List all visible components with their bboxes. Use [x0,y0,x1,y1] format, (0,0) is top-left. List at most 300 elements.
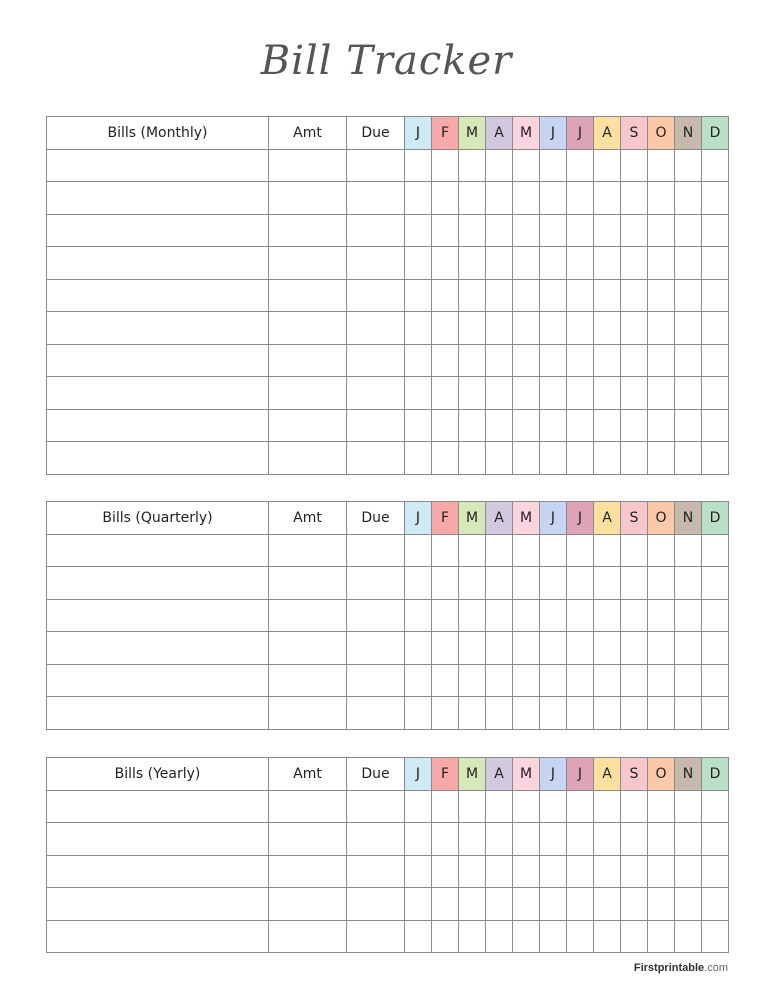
amount-cell[interactable] [269,312,347,345]
month-check-cell[interactable] [513,920,540,953]
month-check-cell[interactable] [513,823,540,856]
amount-cell[interactable] [269,855,347,888]
bill-name-cell[interactable] [47,534,269,567]
month-check-cell[interactable] [621,409,648,442]
month-check-cell[interactable] [567,664,594,697]
month-check-cell[interactable] [540,214,567,247]
amount-cell[interactable] [269,823,347,856]
month-check-cell[interactable] [432,534,459,567]
month-check-cell[interactable] [432,149,459,182]
month-check-cell[interactable] [648,442,675,475]
month-check-cell[interactable] [594,279,621,312]
due-cell[interactable] [347,377,405,410]
month-check-cell[interactable] [486,214,513,247]
amount-cell[interactable] [269,214,347,247]
month-check-cell[interactable] [513,182,540,215]
month-check-cell[interactable] [513,567,540,600]
month-check-cell[interactable] [540,344,567,377]
month-check-cell[interactable] [432,279,459,312]
month-check-cell[interactable] [432,632,459,665]
month-check-cell[interactable] [621,567,648,600]
month-check-cell[interactable] [405,247,432,280]
month-check-cell[interactable] [675,920,702,953]
month-check-cell[interactable] [567,567,594,600]
bill-name-cell[interactable] [47,823,269,856]
month-check-cell[interactable] [567,855,594,888]
month-check-cell[interactable] [486,823,513,856]
month-check-cell[interactable] [459,409,486,442]
month-check-cell[interactable] [405,888,432,921]
month-check-cell[interactable] [648,534,675,567]
month-check-cell[interactable] [405,534,432,567]
month-check-cell[interactable] [459,632,486,665]
month-check-cell[interactable] [459,182,486,215]
month-check-cell[interactable] [567,442,594,475]
month-check-cell[interactable] [486,599,513,632]
month-check-cell[interactable] [432,790,459,823]
month-check-cell[interactable] [513,312,540,345]
month-check-cell[interactable] [540,534,567,567]
month-check-cell[interactable] [459,377,486,410]
month-check-cell[interactable] [594,214,621,247]
month-check-cell[interactable] [513,790,540,823]
month-check-cell[interactable] [675,149,702,182]
month-check-cell[interactable] [567,823,594,856]
month-check-cell[interactable] [513,214,540,247]
month-check-cell[interactable] [459,442,486,475]
month-check-cell[interactable] [621,823,648,856]
month-check-cell[interactable] [702,599,729,632]
month-check-cell[interactable] [567,182,594,215]
month-check-cell[interactable] [540,664,567,697]
month-check-cell[interactable] [405,567,432,600]
month-check-cell[interactable] [621,214,648,247]
month-check-cell[interactable] [486,567,513,600]
month-check-cell[interactable] [594,377,621,410]
month-check-cell[interactable] [621,599,648,632]
month-check-cell[interactable] [648,697,675,730]
month-check-cell[interactable] [702,377,729,410]
month-check-cell[interactable] [405,823,432,856]
month-check-cell[interactable] [648,567,675,600]
bill-name-cell[interactable] [47,664,269,697]
month-check-cell[interactable] [648,279,675,312]
month-check-cell[interactable] [621,920,648,953]
month-check-cell[interactable] [567,377,594,410]
month-check-cell[interactable] [621,182,648,215]
month-check-cell[interactable] [432,377,459,410]
month-check-cell[interactable] [513,442,540,475]
month-check-cell[interactable] [540,182,567,215]
month-check-cell[interactable] [702,888,729,921]
month-check-cell[interactable] [675,247,702,280]
month-check-cell[interactable] [405,632,432,665]
due-cell[interactable] [347,855,405,888]
month-check-cell[interactable] [567,149,594,182]
month-check-cell[interactable] [540,567,567,600]
month-check-cell[interactable] [486,697,513,730]
month-check-cell[interactable] [432,214,459,247]
bill-name-cell[interactable] [47,377,269,410]
due-cell[interactable] [347,888,405,921]
month-check-cell[interactable] [432,920,459,953]
month-check-cell[interactable] [486,442,513,475]
month-check-cell[interactable] [702,182,729,215]
month-check-cell[interactable] [702,312,729,345]
month-check-cell[interactable] [513,855,540,888]
month-check-cell[interactable] [675,664,702,697]
month-check-cell[interactable] [513,697,540,730]
month-check-cell[interactable] [594,442,621,475]
month-check-cell[interactable] [405,149,432,182]
month-check-cell[interactable] [459,823,486,856]
month-check-cell[interactable] [702,214,729,247]
month-check-cell[interactable] [567,312,594,345]
bill-name-cell[interactable] [47,855,269,888]
month-check-cell[interactable] [621,534,648,567]
due-cell[interactable] [347,790,405,823]
month-check-cell[interactable] [702,823,729,856]
month-check-cell[interactable] [513,632,540,665]
bill-name-cell[interactable] [47,790,269,823]
month-check-cell[interactable] [594,182,621,215]
month-check-cell[interactable] [621,344,648,377]
month-check-cell[interactable] [486,534,513,567]
month-check-cell[interactable] [648,888,675,921]
month-check-cell[interactable] [648,214,675,247]
month-check-cell[interactable] [675,344,702,377]
month-check-cell[interactable] [540,855,567,888]
month-check-cell[interactable] [486,344,513,377]
month-check-cell[interactable] [675,534,702,567]
month-check-cell[interactable] [648,182,675,215]
month-check-cell[interactable] [486,182,513,215]
due-cell[interactable] [347,247,405,280]
amount-cell[interactable] [269,632,347,665]
month-check-cell[interactable] [405,214,432,247]
month-check-cell[interactable] [567,599,594,632]
month-check-cell[interactable] [540,697,567,730]
month-check-cell[interactable] [702,855,729,888]
amount-cell[interactable] [269,888,347,921]
month-check-cell[interactable] [405,442,432,475]
month-check-cell[interactable] [459,247,486,280]
month-check-cell[interactable] [459,279,486,312]
due-cell[interactable] [347,599,405,632]
month-check-cell[interactable] [702,442,729,475]
due-cell[interactable] [347,149,405,182]
month-check-cell[interactable] [540,377,567,410]
month-check-cell[interactable] [567,888,594,921]
month-check-cell[interactable] [594,567,621,600]
month-check-cell[interactable] [486,409,513,442]
month-check-cell[interactable] [675,599,702,632]
amount-cell[interactable] [269,920,347,953]
amount-cell[interactable] [269,664,347,697]
month-check-cell[interactable] [594,599,621,632]
month-check-cell[interactable] [432,599,459,632]
month-check-cell[interactable] [648,377,675,410]
month-check-cell[interactable] [594,920,621,953]
month-check-cell[interactable] [567,344,594,377]
month-check-cell[interactable] [405,279,432,312]
month-check-cell[interactable] [648,920,675,953]
month-check-cell[interactable] [540,599,567,632]
month-check-cell[interactable] [567,697,594,730]
month-check-cell[interactable] [621,632,648,665]
month-check-cell[interactable] [594,247,621,280]
month-check-cell[interactable] [486,247,513,280]
due-cell[interactable] [347,664,405,697]
month-check-cell[interactable] [594,697,621,730]
month-check-cell[interactable] [459,920,486,953]
month-check-cell[interactable] [621,790,648,823]
bill-name-cell[interactable] [47,632,269,665]
month-check-cell[interactable] [567,920,594,953]
amount-cell[interactable] [269,442,347,475]
month-check-cell[interactable] [594,409,621,442]
amount-cell[interactable] [269,790,347,823]
month-check-cell[interactable] [486,920,513,953]
month-check-cell[interactable] [675,790,702,823]
due-cell[interactable] [347,920,405,953]
month-check-cell[interactable] [459,149,486,182]
month-check-cell[interactable] [405,182,432,215]
month-check-cell[interactable] [621,442,648,475]
month-check-cell[interactable] [702,247,729,280]
month-check-cell[interactable] [648,823,675,856]
month-check-cell[interactable] [594,823,621,856]
month-check-cell[interactable] [459,664,486,697]
amount-cell[interactable] [269,279,347,312]
month-check-cell[interactable] [621,664,648,697]
month-check-cell[interactable] [540,149,567,182]
month-check-cell[interactable] [702,344,729,377]
month-check-cell[interactable] [486,855,513,888]
month-check-cell[interactable] [513,534,540,567]
month-check-cell[interactable] [648,599,675,632]
month-check-cell[interactable] [459,567,486,600]
month-check-cell[interactable] [459,344,486,377]
month-check-cell[interactable] [567,790,594,823]
month-check-cell[interactable] [459,888,486,921]
bill-name-cell[interactable] [47,312,269,345]
month-check-cell[interactable] [405,409,432,442]
due-cell[interactable] [347,534,405,567]
bill-name-cell[interactable] [47,409,269,442]
month-check-cell[interactable] [432,409,459,442]
month-check-cell[interactable] [486,664,513,697]
month-check-cell[interactable] [405,697,432,730]
month-check-cell[interactable] [486,377,513,410]
bill-name-cell[interactable] [47,279,269,312]
bill-name-cell[interactable] [47,697,269,730]
bill-name-cell[interactable] [47,214,269,247]
month-check-cell[interactable] [648,344,675,377]
due-cell[interactable] [347,823,405,856]
due-cell[interactable] [347,312,405,345]
month-check-cell[interactable] [540,279,567,312]
month-check-cell[interactable] [540,409,567,442]
month-check-cell[interactable] [594,632,621,665]
month-check-cell[interactable] [621,377,648,410]
month-check-cell[interactable] [405,790,432,823]
month-check-cell[interactable] [675,823,702,856]
bill-name-cell[interactable] [47,149,269,182]
month-check-cell[interactable] [594,790,621,823]
month-check-cell[interactable] [648,409,675,442]
bill-name-cell[interactable] [47,442,269,475]
month-check-cell[interactable] [621,149,648,182]
month-check-cell[interactable] [702,697,729,730]
month-check-cell[interactable] [459,214,486,247]
month-check-cell[interactable] [648,790,675,823]
month-check-cell[interactable] [567,534,594,567]
month-check-cell[interactable] [513,599,540,632]
month-check-cell[interactable] [594,888,621,921]
month-check-cell[interactable] [540,632,567,665]
amount-cell[interactable] [269,344,347,377]
month-check-cell[interactable] [540,823,567,856]
month-check-cell[interactable] [621,312,648,345]
due-cell[interactable] [347,567,405,600]
month-check-cell[interactable] [594,312,621,345]
month-check-cell[interactable] [621,247,648,280]
due-cell[interactable] [347,214,405,247]
bill-name-cell[interactable] [47,182,269,215]
month-check-cell[interactable] [648,149,675,182]
bill-name-cell[interactable] [47,599,269,632]
month-check-cell[interactable] [405,664,432,697]
month-check-cell[interactable] [459,534,486,567]
month-check-cell[interactable] [432,823,459,856]
month-check-cell[interactable] [513,344,540,377]
month-check-cell[interactable] [405,312,432,345]
month-check-cell[interactable] [567,214,594,247]
bill-name-cell[interactable] [47,920,269,953]
month-check-cell[interactable] [459,312,486,345]
month-check-cell[interactable] [594,855,621,888]
amount-cell[interactable] [269,599,347,632]
month-check-cell[interactable] [540,442,567,475]
month-check-cell[interactable] [459,599,486,632]
month-check-cell[interactable] [513,247,540,280]
month-check-cell[interactable] [567,279,594,312]
due-cell[interactable] [347,182,405,215]
month-check-cell[interactable] [540,790,567,823]
month-check-cell[interactable] [432,697,459,730]
month-check-cell[interactable] [594,534,621,567]
due-cell[interactable] [347,632,405,665]
amount-cell[interactable] [269,149,347,182]
month-check-cell[interactable] [540,312,567,345]
month-check-cell[interactable] [432,664,459,697]
month-check-cell[interactable] [702,409,729,442]
month-check-cell[interactable] [513,149,540,182]
month-check-cell[interactable] [432,182,459,215]
month-check-cell[interactable] [405,377,432,410]
amount-cell[interactable] [269,182,347,215]
month-check-cell[interactable] [702,534,729,567]
month-check-cell[interactable] [648,664,675,697]
month-check-cell[interactable] [486,888,513,921]
month-check-cell[interactable] [648,632,675,665]
month-check-cell[interactable] [675,442,702,475]
month-check-cell[interactable] [675,312,702,345]
month-check-cell[interactable] [486,632,513,665]
amount-cell[interactable] [269,377,347,410]
month-check-cell[interactable] [675,567,702,600]
month-check-cell[interactable] [621,855,648,888]
amount-cell[interactable] [269,697,347,730]
month-check-cell[interactable] [675,632,702,665]
month-check-cell[interactable] [486,149,513,182]
due-cell[interactable] [347,279,405,312]
month-check-cell[interactable] [459,790,486,823]
month-check-cell[interactable] [567,247,594,280]
month-check-cell[interactable] [702,149,729,182]
month-check-cell[interactable] [486,312,513,345]
month-check-cell[interactable] [702,279,729,312]
amount-cell[interactable] [269,567,347,600]
amount-cell[interactable] [269,534,347,567]
bill-name-cell[interactable] [47,888,269,921]
month-check-cell[interactable] [594,149,621,182]
due-cell[interactable] [347,442,405,475]
month-check-cell[interactable] [648,855,675,888]
month-check-cell[interactable] [675,888,702,921]
month-check-cell[interactable] [486,790,513,823]
bill-name-cell[interactable] [47,344,269,377]
month-check-cell[interactable] [432,312,459,345]
amount-cell[interactable] [269,247,347,280]
month-check-cell[interactable] [648,247,675,280]
month-check-cell[interactable] [540,247,567,280]
month-check-cell[interactable] [675,377,702,410]
month-check-cell[interactable] [702,790,729,823]
month-check-cell[interactable] [513,664,540,697]
month-check-cell[interactable] [405,599,432,632]
month-check-cell[interactable] [432,567,459,600]
month-check-cell[interactable] [432,247,459,280]
month-check-cell[interactable] [675,214,702,247]
month-check-cell[interactable] [621,279,648,312]
month-check-cell[interactable] [621,888,648,921]
bill-name-cell[interactable] [47,567,269,600]
month-check-cell[interactable] [648,312,675,345]
month-check-cell[interactable] [675,182,702,215]
month-check-cell[interactable] [486,279,513,312]
month-check-cell[interactable] [675,279,702,312]
month-check-cell[interactable] [594,344,621,377]
month-check-cell[interactable] [540,920,567,953]
month-check-cell[interactable] [621,697,648,730]
month-check-cell[interactable] [675,697,702,730]
amount-cell[interactable] [269,409,347,442]
due-cell[interactable] [347,344,405,377]
month-check-cell[interactable] [432,855,459,888]
month-check-cell[interactable] [513,888,540,921]
month-check-cell[interactable] [702,920,729,953]
month-check-cell[interactable] [513,409,540,442]
month-check-cell[interactable] [567,632,594,665]
month-check-cell[interactable] [405,855,432,888]
bill-name-cell[interactable] [47,247,269,280]
month-check-cell[interactable] [594,664,621,697]
month-check-cell[interactable] [513,377,540,410]
due-cell[interactable] [347,697,405,730]
month-check-cell[interactable] [675,855,702,888]
